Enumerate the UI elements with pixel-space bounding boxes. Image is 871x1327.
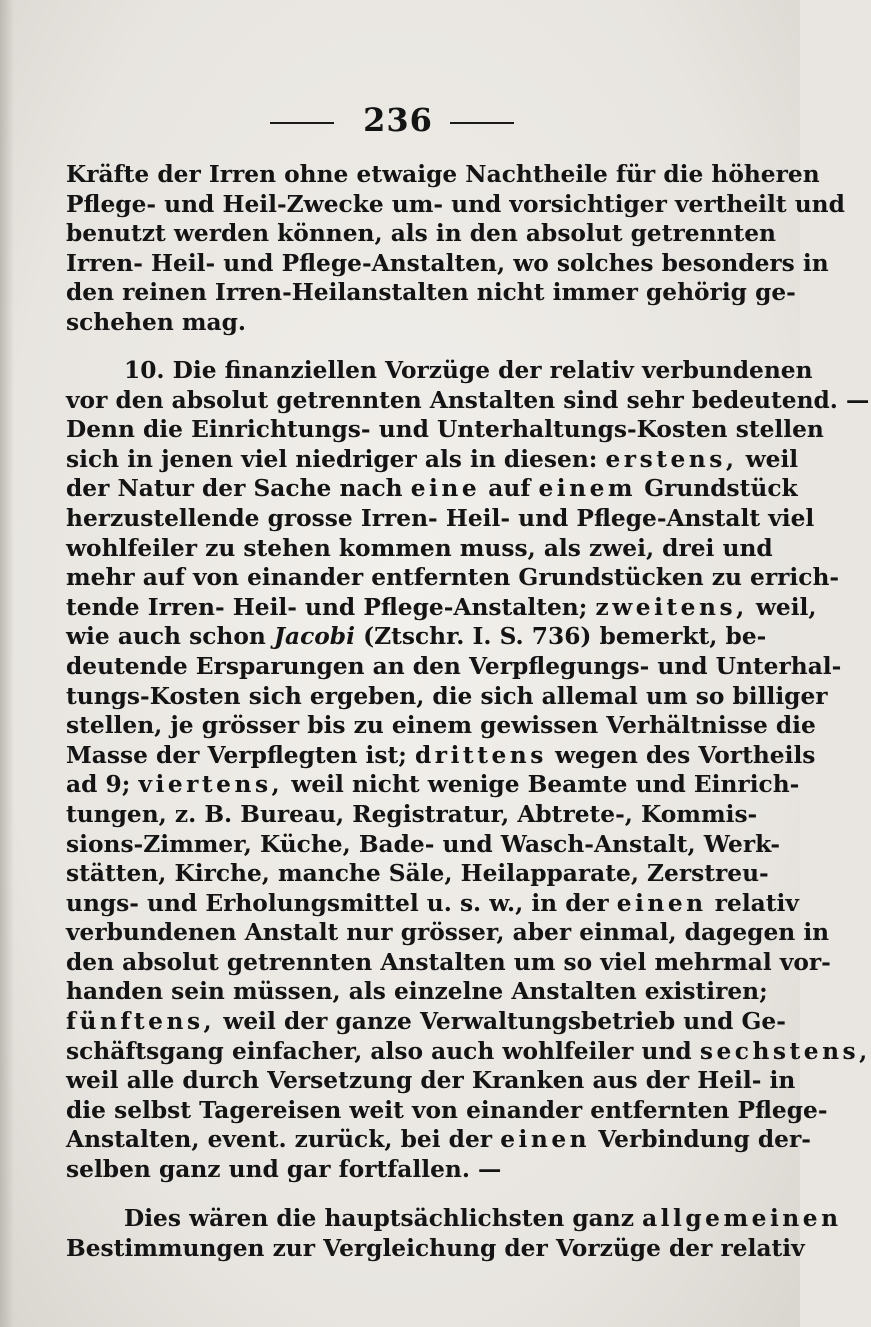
spaced-emphasis: zweitens,: [595, 593, 748, 621]
page-edge-shadow: [0, 0, 14, 1327]
text-line: herzustellende grosse Irren- Heil- und Pflege-Anstalt viel: [66, 504, 815, 532]
text-run: sich in jenen viel niedriger als in diesen:: [66, 445, 598, 473]
text-line: Denn die Einrichtungs- und Unterhaltungs-Kosten stellen: [66, 416, 824, 444]
text-line: [66, 1125, 811, 1155]
spaced-emphasis: allgemeinen: [642, 1205, 842, 1232]
text-line: den absolut getrennten Anstalten um so viel mehrmal vor-: [66, 948, 831, 976]
text-line: benutzt werden können, als in den absolut getrennten: [66, 220, 776, 248]
text-line: mehr auf von einander entfernten Grundstücken zu errich-: [66, 564, 840, 592]
text-line: Bestimmungen zur Vergleichung der Vorzüge der relativ: [66, 1234, 805, 1262]
text-line: sions-Zimmer, Küche, Bade- und Wasch-Anstalt, Werk-: [66, 830, 780, 858]
text-line: wohlfeiler zu stehen kommen muss, als zwei, drei und: [66, 534, 773, 562]
text-run: ungs- und Erholungsmittel u. s. w., in der: [66, 889, 609, 917]
text-run: Grundstück: [644, 475, 798, 503]
text-line: Pflege- und Heil-Zwecke um- und vorsichtiger vertheilt und: [66, 190, 845, 218]
text-run: tende Irren- Heil- und Pflege-Anstalten;: [66, 593, 588, 621]
text-line: Irren- Heil- und Pflege-Anstalten, wo solches besonders in: [66, 249, 829, 277]
text-run: weil: [745, 445, 799, 473]
text-line: [66, 1007, 786, 1037]
text-line: stellen, je grösser bis zu einem gewissen Verhältnisse die: [66, 712, 816, 740]
text-run: wie auch schon: [66, 623, 266, 651]
text-line: [66, 741, 816, 771]
page-number: 236: [363, 101, 433, 139]
text-line: tungen, z. B. Bureau, Registratur, Abtrete-, Kommis-: [66, 800, 758, 828]
text-line: 10. Die finanziellen Vorzüge der relativ verbundenen: [124, 357, 813, 384]
header-rule-right: [450, 122, 514, 124]
text-line: [66, 474, 798, 504]
text-run: Masse der Verpflegten ist;: [66, 741, 407, 769]
text-line: schehen mag.: [66, 308, 247, 336]
text-line: weil alle durch Versetzung der Kranken aus der Heil- in: [66, 1067, 796, 1095]
text-run: schäftsgang einfacher, also auch wohlfeiler und: [66, 1037, 692, 1065]
spaced-emphasis: eine: [410, 475, 481, 503]
text-line: [66, 1037, 871, 1067]
text-line: [66, 622, 767, 652]
text-line: [66, 770, 800, 800]
spaced-emphasis: einen: [500, 1126, 591, 1154]
text-run: Dies wären die hauptsächlichsten ganz: [124, 1205, 634, 1232]
spaced-emphasis: fünftens,: [66, 1008, 216, 1036]
text-line: [66, 889, 799, 919]
text-line: stätten, Kirche, manche Säle, Heilapparate, Zerstreu-: [66, 860, 769, 888]
paragraph-3: [66, 1204, 842, 1263]
text-run: Anstalten, event. zurück, bei der: [66, 1126, 493, 1154]
spaced-emphasis: drittens: [415, 741, 547, 769]
text-line: tungs-Kosten sich ergeben, die sich allemal um so billiger: [66, 682, 828, 710]
text-line: [66, 445, 799, 475]
text-line: Kräfte der Irren ohne etwaige Nachtheile für die höheren: [66, 161, 820, 188]
text-run: wegen des Vortheils: [554, 741, 816, 769]
text-line: deutende Ersparungen an den Verpflegungs- und Unterhal-: [66, 652, 842, 680]
spaced-emphasis: erstens,: [605, 445, 738, 473]
text-line: vor den absolut getrennten Anstalten sind sehr bedeutend. —: [66, 386, 870, 414]
text-run: weil der ganze Verwaltungsbetrieb und Ge-: [223, 1008, 786, 1036]
text-run: Verbindung der-: [598, 1126, 811, 1154]
text-line: verbundenen Anstalt nur grösser, aber einmal, dagegen in: [66, 919, 830, 947]
header-rule-left: [270, 122, 334, 124]
spaced-emphasis: einen: [616, 889, 707, 917]
paragraph-1: [66, 160, 845, 338]
text-line: die selbst Tagereisen weit von einander entfernten Pflege-: [66, 1096, 828, 1124]
text-line: handen sein müssen, als einzelne Anstalten existiren;: [66, 978, 768, 1006]
text-run: ad 9;: [66, 771, 131, 799]
author-name-italic: Jacobi: [273, 623, 355, 651]
text-line: selben ganz und gar fortfallen. —: [66, 1156, 502, 1184]
text-line: [66, 593, 817, 623]
paragraph-2: [66, 356, 871, 1185]
text-run: auf: [488, 475, 531, 503]
text-run: weil nicht wenige Beamte und Einrich-: [291, 771, 800, 799]
spaced-emphasis: sechstens,: [699, 1037, 871, 1065]
text-line: den reinen Irren-Heilanstalten nicht immer gehörig ge-: [66, 279, 796, 307]
spaced-emphasis: einem: [538, 475, 637, 503]
text-run: weil,: [755, 593, 817, 621]
spaced-emphasis: viertens,: [138, 771, 284, 799]
text-run: relativ: [714, 889, 799, 917]
text-run: (Ztschr. I. S. 736) bemerkt, be-: [363, 623, 767, 651]
page-header: [0, 96, 800, 144]
text-run: der Natur der Sache nach: [66, 475, 403, 503]
text-line: [66, 1204, 842, 1234]
